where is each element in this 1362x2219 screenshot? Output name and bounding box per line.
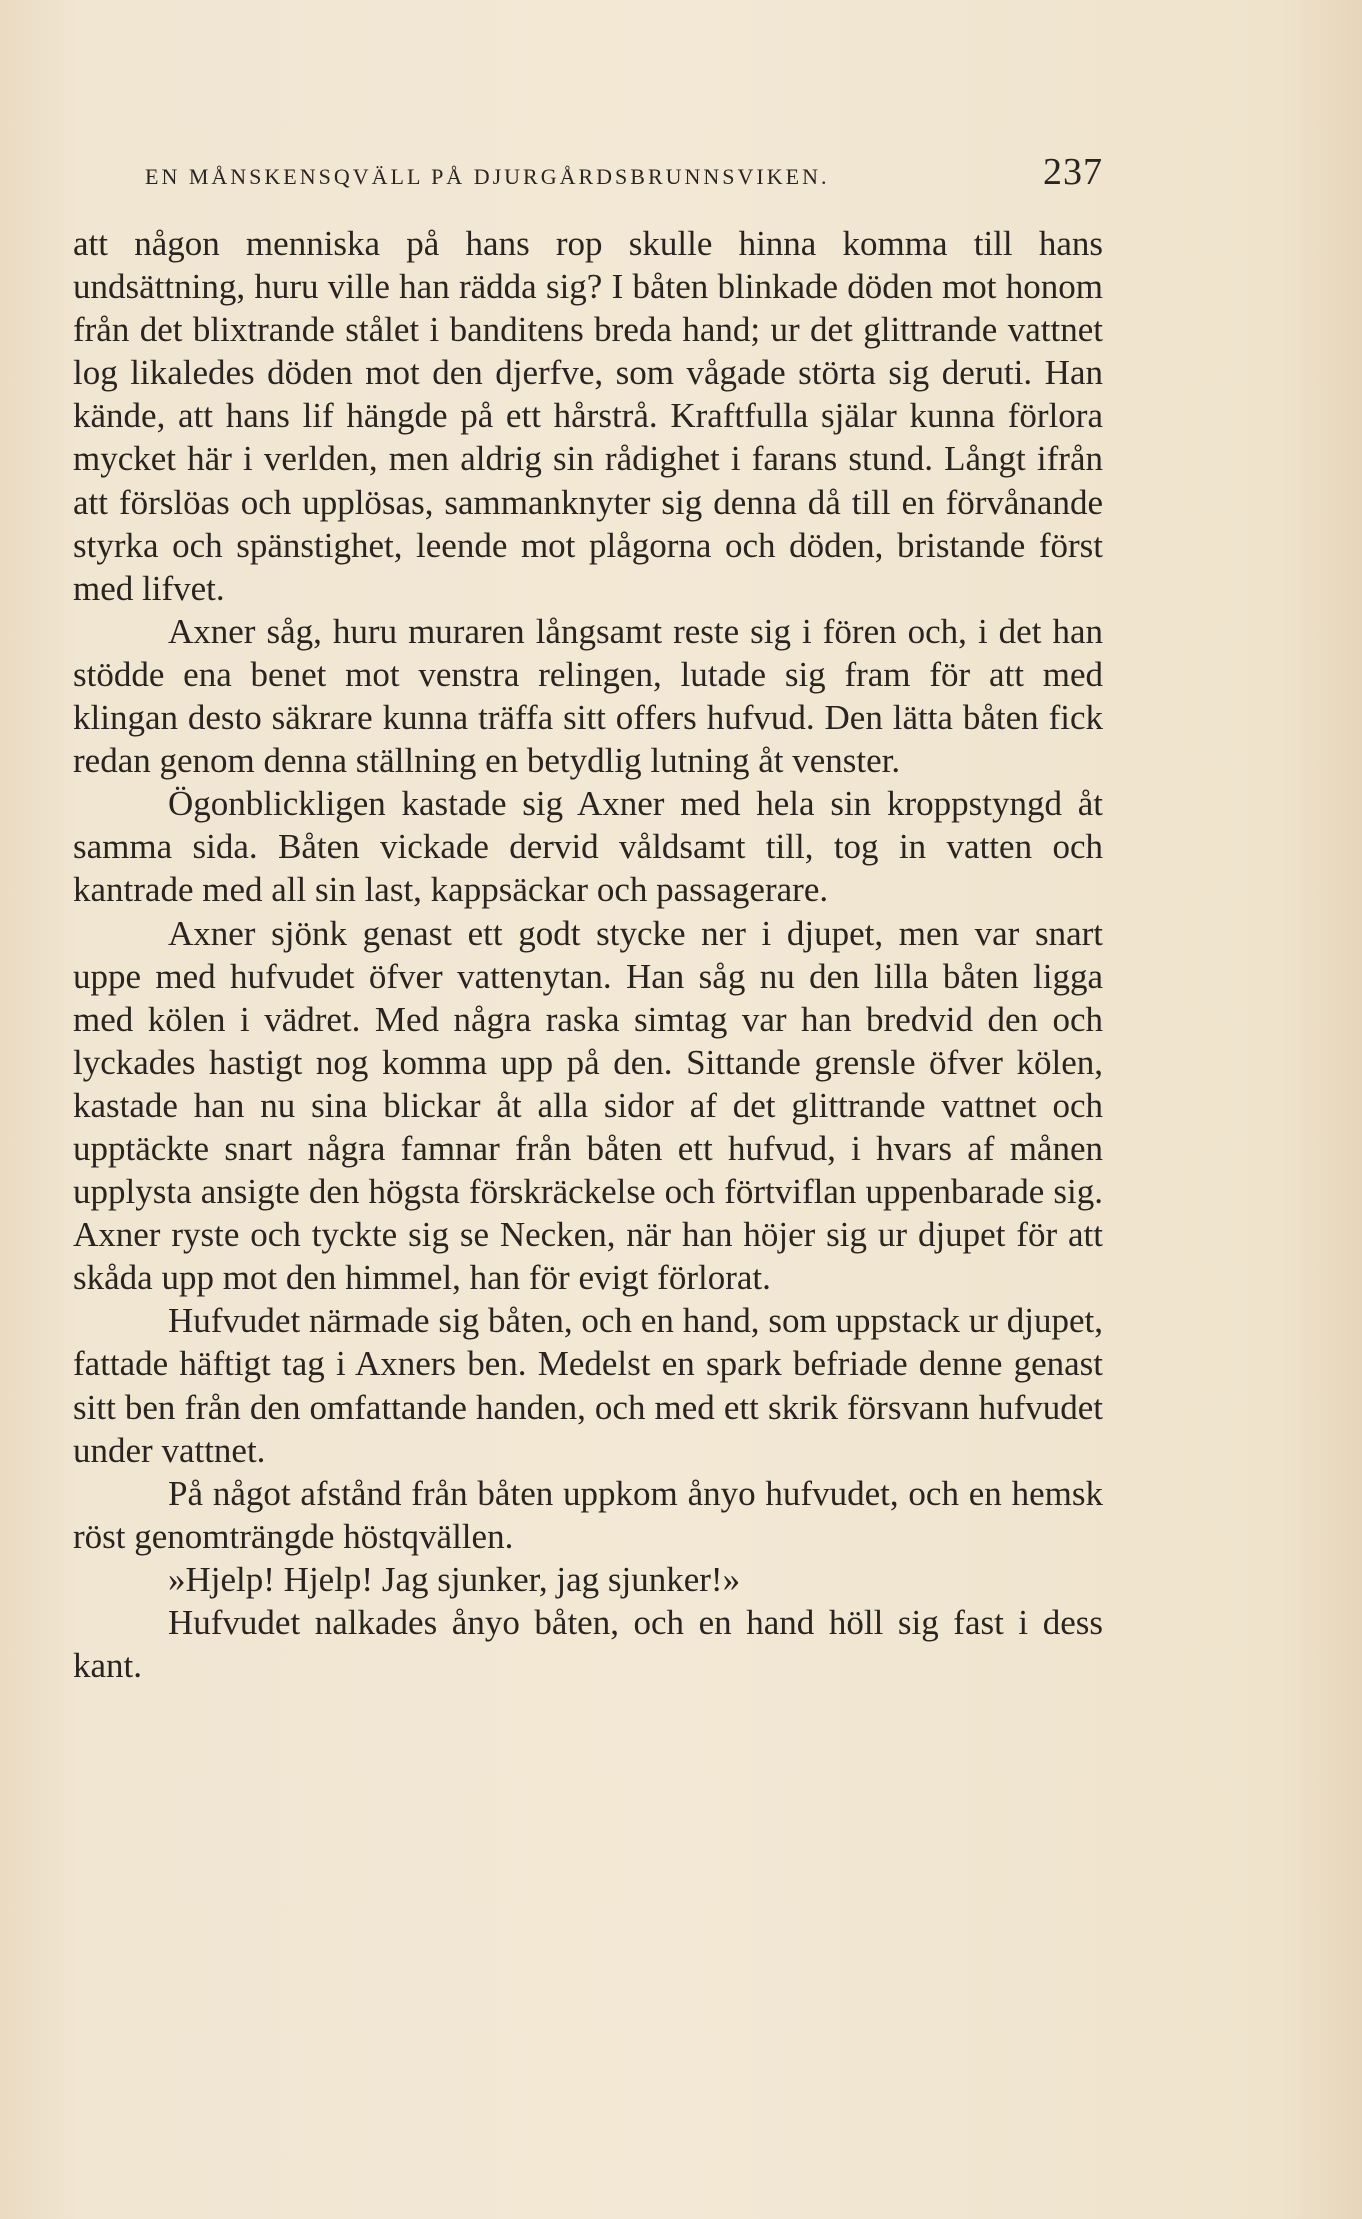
running-head: EN MÅNSKENSQVÄLL PÅ DJURGÅRDSBRUNNSVIKEN. [145, 164, 830, 189]
paragraph: Hufvudet nalkades ånyo båten, och en hand höll sig fast i dess kant. [73, 1603, 1103, 1686]
paragraph: »Hjelp! Hjelp! Jag sjunker, jag sjunker!» [168, 1559, 741, 1599]
paragraph: Hufvudet närmade sig båten, och en hand, som uppstack ur djupet, fattade häftigt tag i Axners ben. Medelst en spark befriade denne genast sitt ben från den omfattande handen, och med ett skrik försvann hufvudet under vattnet. [73, 1301, 1103, 1470]
paragraph: Axner såg, huru muraren långsamt reste sig i fören och, i det han stödde ena benet mot venstra relingen, lutade sig fram för att med klingan desto säkrare kunna träffa sitt offers hufvud. Den lätta båten fick redan genom denna ställning en betydlig lutning åt venster. [73, 611, 1103, 781]
page-number: 237 [1043, 151, 1103, 193]
paragraph: att någon menniska på hans rop skulle hinna komma till hans undsättning, huru ville han rädda sig? I båten blinkade döden mot honom från det blixtrande stålet i banditens breda hand; ur det glittrande vattnet log likaledes döden mot den djerfve, som vågade störta sig deruti. Han kände, att hans lif hängde på ett hårstrå. Kraftfulla själar kunna förlora mycket här i verlden, men aldrig sin rådighet i farans stund. Långt ifrån att förslöas och upplösas, sammanknyter sig denna då till en förvånande styrka och spänstighet, leende mot plågorna och döden, bristande först med lifvet. [73, 224, 1103, 608]
page-header [145, 150, 1103, 200]
paragraph: På något afstånd från båten uppkom ånyo hufvudet, och en hemsk röst genomträngde höstqvällen. [73, 1473, 1103, 1556]
paragraph: Ögonblickligen kastade sig Axner med hela sin kroppstyngd åt samma sida. Båten vickade dervid våldsamt till, tog in vatten och kantrade med all sin last, kappsäckar och passagerare. [73, 784, 1103, 910]
paragraph: Axner sjönk genast ett godt stycke ner i djupet, men var snart uppe med hufvudet öfver vattenytan. Han såg nu den lilla båten ligga med kölen i vädret. Med några raska simtag var han bredvid den och lyckades hastigt nog komma upp på den. Sittande grensle öfver kölen, kastade han nu sina blickar åt alla sidor af det glittrande vattnet och upptäckte snart några famnar från båten ett hufvud, i hvars af månen upplysta ansigte den högsta förskräckelse och förtviflan uppenbarade sig. Axner ryste och tyckte sig se Necken, när han höjer sig ur djupet för att skåda upp mot den himmel, han för evigt förlorat. [73, 913, 1103, 1298]
body-text [73, 222, 1103, 1687]
